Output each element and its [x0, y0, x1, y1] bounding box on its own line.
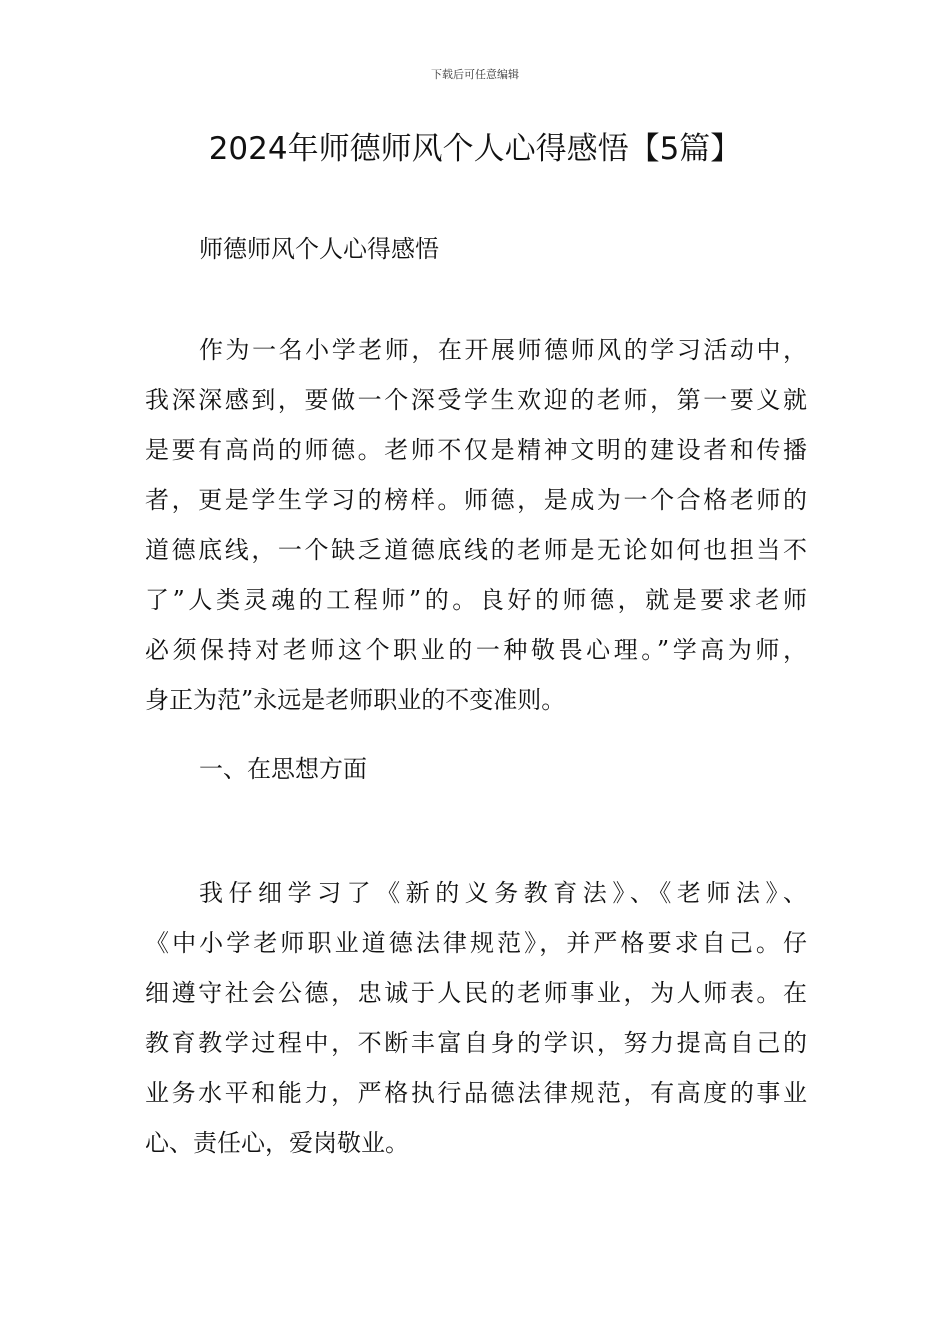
paragraph: [145, 325, 807, 725]
paragraph-line: 我仔细学习了《新的义务教育法》、《老师法》、: [199, 879, 807, 907]
page-header-note: 下载后可任意编辑: [431, 68, 519, 81]
paragraph-line: 道德底线，一个缺乏道德底线的老师是无论如何也担当不: [145, 536, 807, 564]
section-heading: [145, 744, 807, 794]
paragraph-line: 身正为范”永远是老师职业的不变准则。: [145, 686, 566, 714]
subtitle-text: 师德师风个人心得感悟: [199, 235, 439, 263]
paragraph-line: 作为一名小学老师，在开展师德师风的学习活动中，: [199, 336, 807, 364]
section-heading-text: 一、在思想方面: [199, 755, 367, 783]
paragraph-line: 细遵守社会公德，忠诚于人民的老师事业，为人师表。在: [145, 979, 807, 1007]
document-title: 2024年师德师风个人心得感悟【5篇】: [208, 131, 742, 167]
paragraph-line: 心、责任心，爱岗敬业。: [145, 1129, 409, 1157]
paragraph-line: 是要有高尚的师德。老师不仅是精神文明的建设者和传播: [145, 436, 807, 464]
paragraph-line: 了”人类灵魂的工程师”的。良好的师德，就是要求老师: [145, 586, 807, 614]
paragraph-line: 教育教学过程中，不断丰富自身的学识，努力提高自己的: [145, 1029, 807, 1057]
paragraph-line: 我深深感到，要做一个深受学生欢迎的老师，第一要义就: [145, 386, 807, 414]
paragraph-line: 《中小学老师职业道德法律规范》，并严格要求自己。仔: [145, 929, 807, 957]
paragraph-line: 必须保持对老师这个职业的一种敬畏心理。”学高为师，: [145, 636, 807, 664]
paragraph-line: 者，更是学生学习的榜样。师德，是成为一个合格老师的: [145, 486, 807, 514]
subtitle: [145, 224, 807, 274]
paragraph: [145, 868, 807, 1168]
paragraph-line: 业务水平和能力，严格执行品德法律规范，有高度的事业: [145, 1079, 807, 1107]
